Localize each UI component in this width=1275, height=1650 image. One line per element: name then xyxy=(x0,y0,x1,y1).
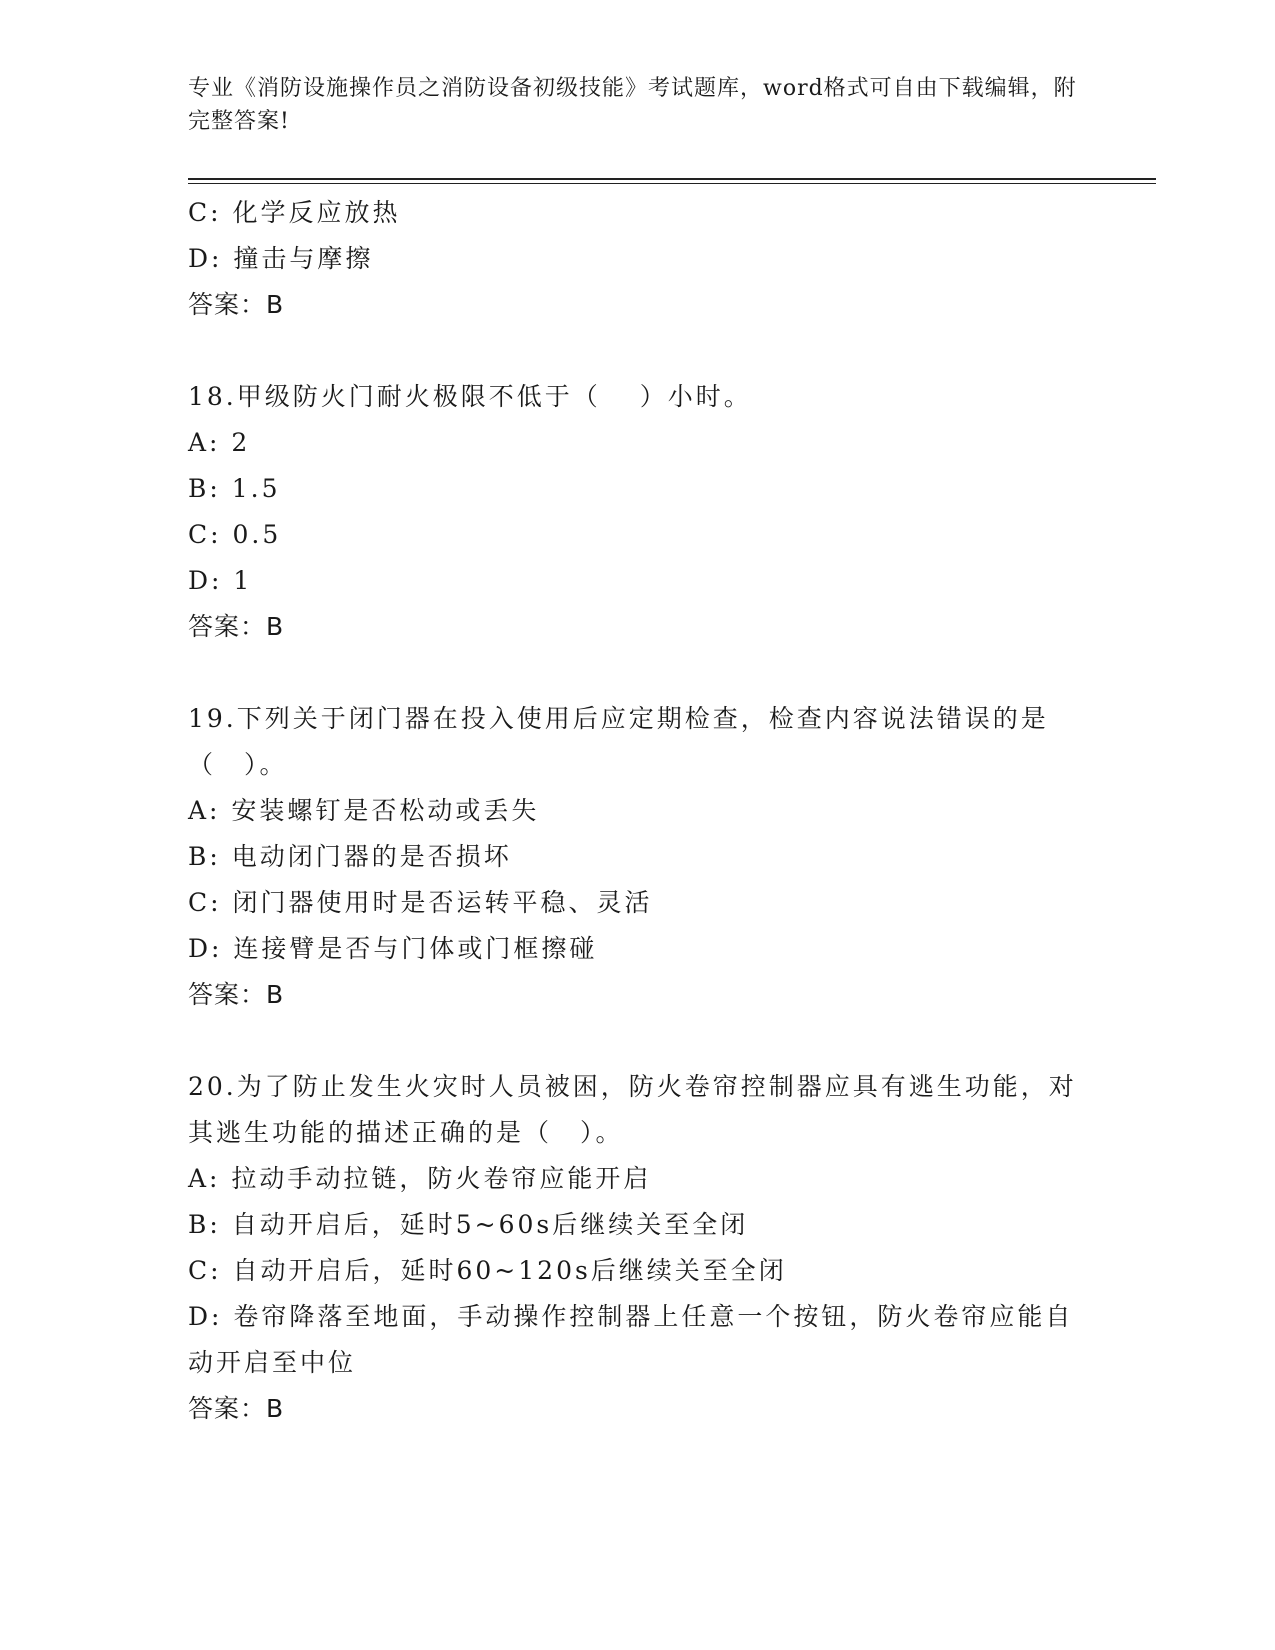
option-b: B: 1.5 xyxy=(188,474,281,503)
option-c: C: 0.5 xyxy=(188,520,282,549)
option-d: D: 撞击与摩擦 xyxy=(188,244,374,273)
option-c: C: 化学反应放热 xyxy=(188,198,401,227)
answer-line: 答案：B xyxy=(188,980,285,1009)
question-stem: 19.下列关于闭门器在投入使用后应定期检查，检查内容说法错误的是（ ）。 xyxy=(188,704,1049,779)
option-a: A: 2 xyxy=(188,428,251,457)
header-divider-thick xyxy=(188,178,1156,180)
question-19 xyxy=(188,696,1088,1018)
option-d: D: 1 xyxy=(188,566,253,595)
question-17-continuation xyxy=(188,190,1088,328)
document-header: 专业《消防设施操作员之消防设备初级技能》考试题库，word格式可自由下载编辑，附完整答案! xyxy=(188,76,1077,134)
header-divider-thin xyxy=(188,183,1156,184)
question-stem: 18.甲级防火门耐火极限不低于（ ）小时。 xyxy=(188,382,752,411)
option-a: A: 安装螺钉是否松动或丢失 xyxy=(188,796,540,825)
option-d: D: 卷帘降落至地面，手动操作控制器上任意一个按钮，防火卷帘应能自动开启至中位 xyxy=(188,1302,1074,1377)
question-20 xyxy=(188,1064,1088,1432)
answer-line: 答案：B xyxy=(188,612,285,641)
option-c: C: 闭门器使用时是否运转平稳、灵活 xyxy=(188,888,653,917)
option-d: D: 连接臂是否与门体或门框擦碰 xyxy=(188,934,598,963)
option-c: C: 自动开启后，延时60~120s后继续关至全闭 xyxy=(188,1256,787,1285)
answer-line: 答案：B xyxy=(188,290,285,319)
question-stem: 20.为了防止发生火灾时人员被困，防火卷帘控制器应具有逃生功能，对其逃生功能的描述正确的是（ ）。 xyxy=(188,1072,1077,1147)
question-18 xyxy=(188,374,1088,650)
option-a: A: 拉动手动拉链，防火卷帘应能开启 xyxy=(188,1164,652,1193)
answer-line: 答案：B xyxy=(188,1394,285,1423)
question-content xyxy=(188,190,1088,1432)
option-b: B: 电动闭门器的是否损坏 xyxy=(188,842,512,871)
option-b: B: 自动开启后，延时5~60s后继续关至全闭 xyxy=(188,1210,749,1239)
